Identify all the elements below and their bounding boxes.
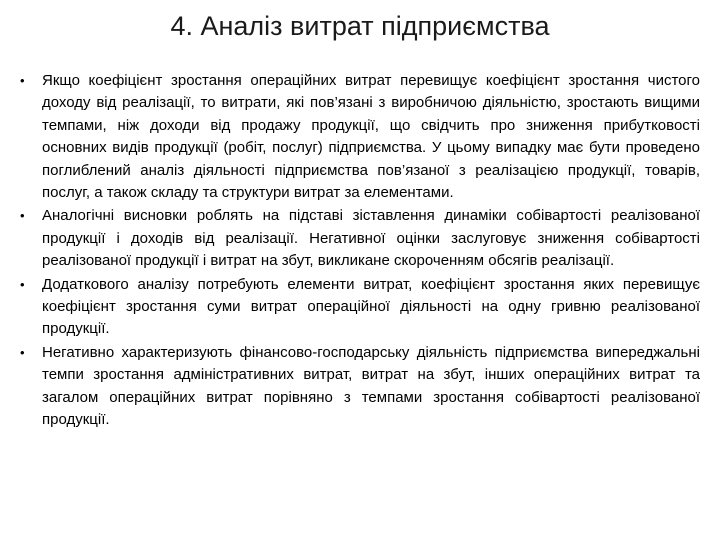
- bullet-text: Якщо коефіцієнт зростання операційних витрат перевищує коефіцієнт зростання чистого доходу від реалізації, то витрати, які пов’язані з виробничою діяльністю, зростають вищими темпами, ніж доходи від продажу продукції, що свідчить про зниження прибутковості основних видів продукції (робіт, послуг) підприємства. У цьому випадку має бути проведено поглиблений аналіз діяльності підприємства пов’язаної з реалізацією продукції, товарів, послуг, а також складу та структури витрат за елементами.: [42, 72, 700, 202]
- bullet-text: Негативно характеризують фінансово-господарську діяльність підприємства випереджальні темпи зростання адміністративних витрат, витрат на збут, інших операційних витрат та загалом операційних витрат порівняно з темпами зростання собівартості реалізованої продукції.: [42, 343, 700, 429]
- bullet-text: Додаткового аналізу потребують елементи витрат, коефіцієнт зростання яких перевищує коефіцієнт зростання суми витрат операційної діяльності на одну гривню реалізованої продукції.: [42, 275, 700, 338]
- bullet-dot-icon: •: [20, 344, 25, 360]
- bullet-dot-icon: •: [20, 276, 25, 292]
- bullet-item: [20, 205, 700, 272]
- bullet-item: [20, 70, 700, 204]
- bullet-item: [20, 274, 700, 341]
- bullet-dot-icon: •: [20, 208, 25, 224]
- bullet-item: [20, 342, 700, 432]
- bullet-text: Аналогічні висновки роблять на підставі зіставлення динаміки собівартості реалізованої продукції і доходів від реалізації. Негативної оцінки заслуговує зниження собівартості реалізованої продукції і витрат на збут, викликане скороченням обсягів реалізації.: [42, 207, 700, 270]
- bullet-list: [20, 70, 700, 433]
- slide-title: 4. Аналіз витрат підприємства: [170, 11, 550, 41]
- bullet-dot-icon: •: [20, 73, 25, 88]
